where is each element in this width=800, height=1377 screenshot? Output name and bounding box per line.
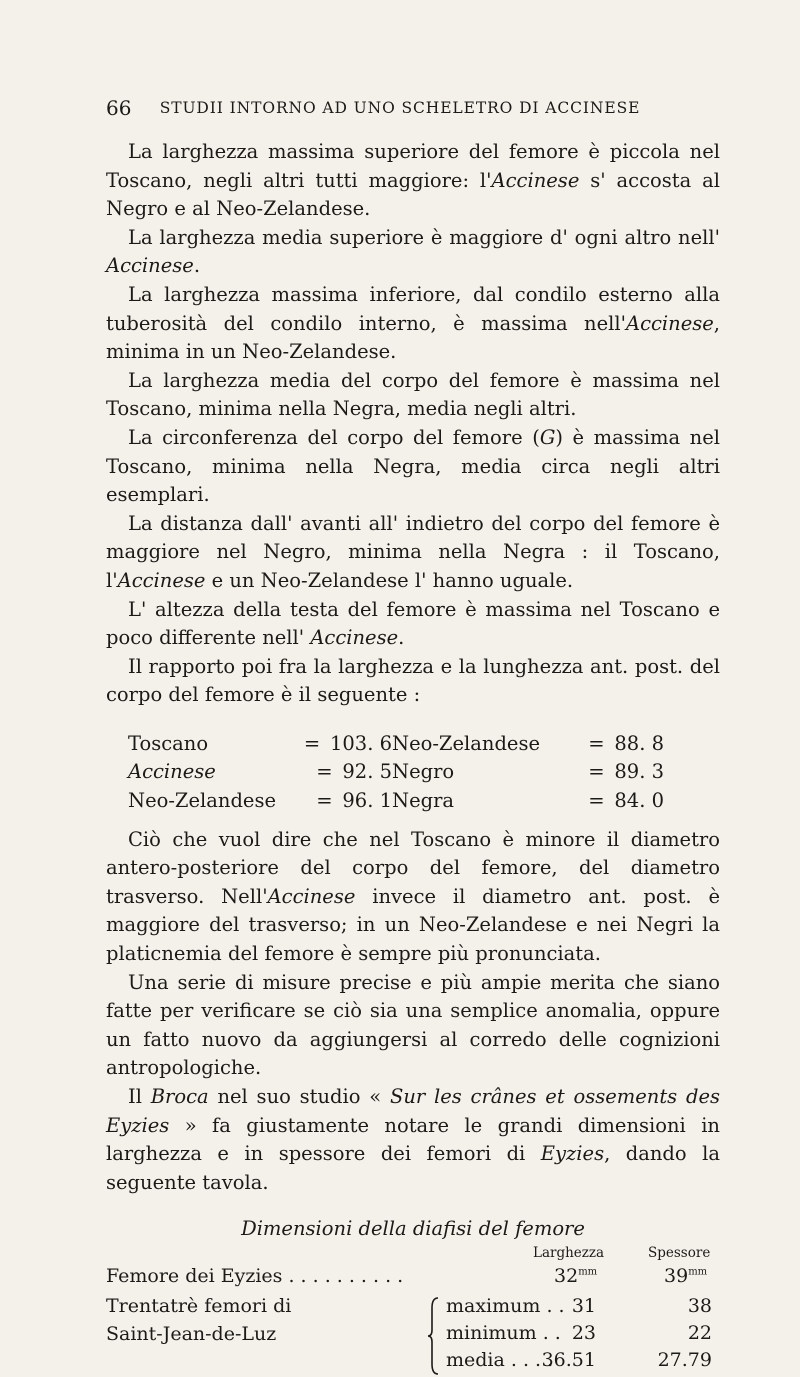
ratio-table	[128, 730, 720, 816]
sub-row-label: media . . . .	[446, 1349, 554, 1372]
paragraph: Il rapporto poi fra la larghezza e la lunghezza ant. post. del corpo del femore è il seguente :	[106, 654, 720, 707]
paragraphs-block-2	[106, 826, 720, 1198]
sub-row-label: maximum . .	[446, 1295, 565, 1318]
sub-row-larghezza: 31	[571, 1295, 596, 1318]
row1-larghezza: $32^{mm}$	[554, 1265, 598, 1288]
ratio-name: Toscano	[128, 731, 209, 755]
ratio-name: Accinese	[128, 760, 216, 784]
sub-row-spessore: 38	[687, 1295, 712, 1318]
ratio-name: Negro	[392, 760, 455, 784]
ratio-name: Neo-Zelandese	[128, 789, 277, 813]
page-number: 66	[106, 96, 132, 120]
ratio-value: = 103. 6	[303, 731, 392, 755]
ratio-value: = 92. 5	[316, 760, 392, 784]
row1-label: Femore dei Eyzies . . . . . . . . . .	[106, 1265, 404, 1288]
group-label-line1: Trentatrè femori di	[106, 1295, 292, 1318]
paragraph: La larghezza massima superiore del femore è piccola nel Toscano, negli altri tutti maggiore: l'Accinese s' accosta al Negro e al Neo-Zelandese.	[106, 140, 720, 221]
paragraph: La larghezza media superiore è maggiore d' ogni altro nell' Accinese.	[106, 225, 720, 278]
ratio-name: Negra	[392, 789, 455, 813]
running-title: STUDII INTORNO AD UNO SCHELETRO DI ACCINESE	[159, 99, 641, 117]
ratio-value: = 88. 8	[588, 731, 664, 755]
col-header-larghezza: Larghezza	[533, 1245, 605, 1262]
row1-spessore: $39^{mm}$	[664, 1265, 708, 1288]
table-caption: Dimensioni della diafisi del femore	[241, 1217, 585, 1241]
sub-row-larghezza: 23	[571, 1322, 596, 1345]
paragraph: Il Broca nel suo studio « Sur les crânes et ossements des Eyzies » fa giustamente notare le grandi dimensioni in larghezza e in spessore dei femori di Eyzies, dando la seguente tavola.	[106, 1085, 720, 1194]
ratio-value: = 89. 3	[588, 760, 664, 784]
paragraph: Una serie di misure precise e più ampie merita che siano fatte per verificare se ciò sia una semplice anomalia, oppure un fatto nuovo da aggiungersi al corredo delle cognizioni antropologiche.	[106, 970, 720, 1080]
ratio-value: = 96. 1	[316, 789, 392, 813]
page-header	[106, 96, 694, 126]
paragraph: Ciò che vuol dire che nel Toscano è minore il diametro antero-posteriore del corpo del femore, del diametro trasverso. Nell'Accinese invece il diametro ant. post. è maggiore del trasverso; in un Neo-Zelandese e nei Negri la platicnemia del femore è sempre più pronunciata.	[106, 827, 721, 966]
ratio-value: = 84. 0	[588, 789, 664, 813]
group-label-line2: Saint-Jean-de-Luz	[106, 1323, 277, 1346]
sub-row-larghezza: 36.51	[541, 1349, 596, 1372]
curly-brace-icon	[428, 1296, 440, 1376]
ratio-name: Neo-Zelandese	[392, 731, 541, 755]
sub-row-label: minimum . .	[446, 1322, 561, 1345]
col-header-spessore: Spessore	[648, 1245, 711, 1262]
sub-row-spessore: 27.79	[657, 1349, 712, 1372]
text-body	[106, 138, 720, 1377]
femur-table	[106, 1245, 720, 1377]
paragraph: La larghezza massima inferiore, dal condilo esterno alla tuberosità del condilo interno, è massima nell'Accinese, minima in un Neo-Zelandese.	[106, 282, 720, 364]
sub-row-spessore: 22	[687, 1322, 712, 1345]
paragraph: L' altezza della testa del femore è massima nel Toscano e poco differente nell' Accinese.	[106, 597, 720, 650]
paragraph: La larghezza media del corpo del femore è massima nel Toscano, minima nella Negra, media negli altri.	[106, 368, 720, 421]
paragraph: La circonferenza del corpo del femore (G) è massima nel Toscano, minima nella Negra, media circa negli altri esemplari.	[106, 425, 720, 507]
paragraph: La distanza dall' avanti all' indietro del corpo del femore è maggiore nel Negro, minima nella Negra : il Toscano, l'Accinese e un Neo-Zelandese l' hanno uguale.	[106, 511, 720, 592]
paragraphs-block-1	[106, 138, 720, 710]
